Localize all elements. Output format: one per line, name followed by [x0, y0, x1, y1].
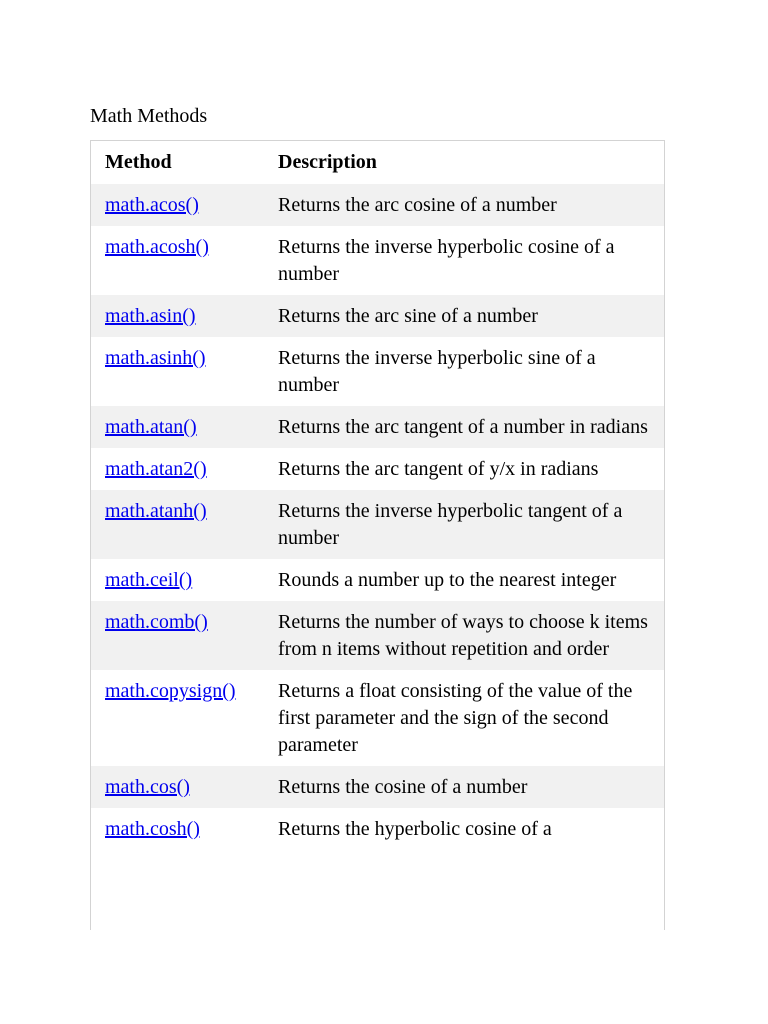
method-cell: [91, 808, 263, 850]
method-cell: [91, 226, 263, 295]
column-header-method: Method: [105, 151, 172, 173]
method-link-atan2[interactable]: math.atan2(): [105, 458, 207, 480]
table-row: [91, 337, 664, 406]
method-cell: [91, 490, 263, 559]
method-cell: [91, 448, 263, 490]
method-link-acos[interactable]: math.acos(): [105, 194, 199, 216]
method-cell: [91, 766, 263, 808]
description-cell: Returns the inverse hyperbolic sine of a number: [278, 347, 596, 396]
table-header-row: [91, 141, 664, 184]
description-cell: Returns the inverse hyperbolic cosine of a number: [278, 236, 615, 285]
method-link-comb[interactable]: math.comb(): [105, 611, 208, 633]
page-title: Math Methods: [90, 105, 208, 127]
method-link-ceil[interactable]: math.ceil(): [105, 569, 193, 591]
method-cell: [91, 295, 263, 337]
math-methods-table-container: [90, 140, 665, 930]
table-row: [91, 184, 664, 226]
method-link-acosh[interactable]: math.acosh(): [105, 236, 209, 258]
table-row: [91, 490, 664, 559]
method-link-copysign[interactable]: math.copysign(): [105, 680, 236, 702]
method-cell: [91, 337, 263, 406]
description-cell: Returns the number of ways to choose k items from n items without repetition and order: [278, 611, 648, 660]
method-link-cos[interactable]: math.cos(): [105, 776, 190, 798]
method-link-atanh[interactable]: math.atanh(): [105, 500, 207, 522]
table-row: [91, 766, 664, 808]
table-row: [91, 670, 664, 766]
table-row: [91, 559, 664, 601]
table-row: [91, 406, 664, 448]
method-link-atan[interactable]: math.atan(): [105, 416, 197, 438]
math-methods-table: [91, 141, 664, 850]
method-cell: [91, 601, 263, 670]
column-header-description: Description: [278, 151, 377, 173]
method-link-asinh[interactable]: math.asinh(): [105, 347, 206, 369]
table-row: [91, 601, 664, 670]
table-row: [91, 226, 664, 295]
table-row: [91, 295, 664, 337]
description-cell: Returns the inverse hyperbolic tangent of a number: [278, 500, 623, 549]
description-cell: Rounds a number up to the nearest integer: [278, 569, 617, 591]
method-cell: [91, 406, 263, 448]
method-link-cosh[interactable]: math.cosh(): [105, 818, 200, 840]
method-cell: [91, 184, 263, 226]
table-row: [91, 448, 664, 490]
method-cell: [91, 559, 263, 601]
description-cell: Returns the arc tangent of y/x in radians: [278, 458, 599, 480]
method-link-asin[interactable]: math.asin(): [105, 305, 196, 327]
description-cell: Returns the arc sine of a number: [278, 305, 538, 327]
description-cell: Returns the arc tangent of a number in radians: [278, 416, 648, 438]
method-cell: [91, 670, 263, 766]
description-cell: Returns a float consisting of the value of the first parameter and the sign of the second parameter: [278, 680, 633, 756]
description-cell: Returns the arc cosine of a number: [278, 194, 557, 216]
table-row: [91, 808, 664, 850]
description-cell: Returns the hyperbolic cosine of a: [278, 818, 552, 840]
description-cell: Returns the cosine of a number: [278, 776, 528, 798]
